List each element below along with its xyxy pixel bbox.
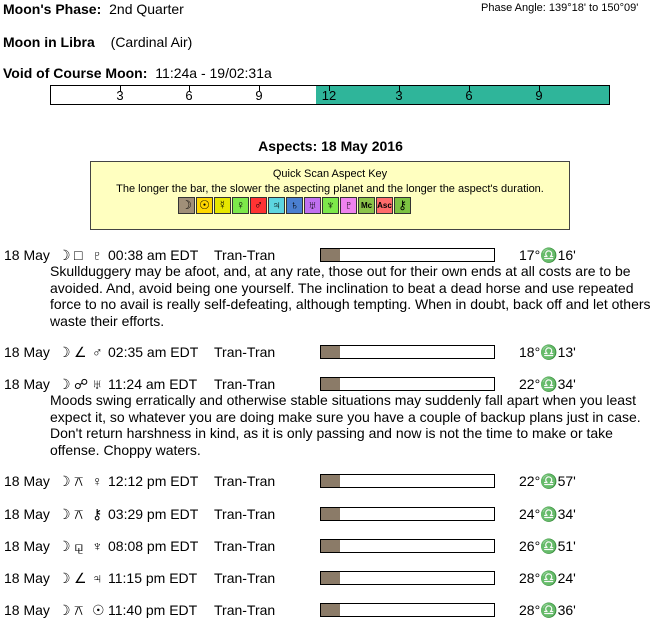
duration-bar-fill — [321, 572, 340, 584]
duration-bar-fill — [321, 475, 340, 487]
duration-bar — [320, 539, 495, 553]
moon-sign — [3, 34, 192, 50]
aspect-row — [4, 602, 654, 620]
aspect-row — [4, 538, 654, 556]
planet-glyph-icon: ♂ — [92, 344, 103, 360]
aspect-date: 18 May — [4, 602, 50, 618]
aspect-time: 00:38 am EDT — [108, 247, 199, 263]
aspect-position: 18°♎13' — [519, 344, 576, 360]
duration-bar-fill — [321, 540, 340, 552]
duration-bar — [320, 507, 495, 521]
moon-phase — [3, 1, 184, 17]
planet-glyph-icon: ♀ — [92, 473, 103, 489]
key-glyph-icon: ⚷ — [394, 197, 411, 214]
planet-glyph-icon: ♇ — [92, 247, 103, 263]
aspect-glyph-icon: ☍ — [74, 376, 89, 392]
aspect-date: 18 May — [4, 538, 50, 554]
aspect-row — [4, 473, 654, 491]
voc-tick-label: 3 — [116, 88, 124, 103]
duration-bar-fill — [321, 346, 340, 358]
aspect-kind: Tran-Tran — [214, 247, 276, 263]
voc-tick-label: 6 — [465, 88, 473, 103]
aspect-position: 17°♎16' — [519, 247, 576, 263]
aspect-glyph-icon: ⚼ — [74, 538, 84, 554]
aspect-kind: Tran-Tran — [214, 506, 276, 522]
aspect-key — [90, 161, 570, 230]
key-glyph-icon: Mc — [358, 197, 375, 214]
aspect-time: 11:24 am EDT — [108, 376, 198, 392]
aspect-time: 08:08 pm EDT — [108, 538, 199, 554]
void-of-course — [3, 65, 272, 81]
aspect-description: Skullduggery may be afoot, and, at any rate, those out for their own ends at all costs are to be avoided. And, avoid being one yourself. The inclination to beat a dead horse and use repeated force to no avail is really self-defeating, although tempting. When in doubt, back off and let others waste their efforts. — [50, 263, 651, 329]
aspect-description: Moods swing erratically and otherwise stable situations may suddenly fall apart when you least expect it, so whatever you are doing make sure you have a couple of backup plans just in case. Don't return harshness in kind, as it is only passing and now is not the time to make or take offense. Choppy waters. — [50, 392, 641, 458]
aspect-time: 02:35 am EDT — [108, 344, 199, 360]
aspect-position: 26°♎51' — [519, 538, 576, 554]
aspect-date: 18 May — [4, 506, 50, 522]
aspect-position: 22°♎57' — [519, 473, 576, 489]
aspect-glyph-icon: ∠ — [74, 570, 87, 586]
aspect-position: 24°♎34' — [519, 506, 576, 522]
key-glyph-icon: Asc — [376, 197, 393, 214]
voc-tick-label: 12 — [321, 88, 337, 103]
key-glyph-icon: ♃ — [268, 197, 285, 214]
duration-bar-fill — [321, 508, 340, 520]
aspect-glyph-icon: ⚻ — [74, 506, 84, 522]
key-glyph-icon: ♇ — [340, 197, 357, 214]
planet-glyph-icon: ♃ — [92, 570, 103, 586]
key-glyph-icon: ♂ — [250, 197, 267, 214]
planet-glyph-icon: ⚷ — [92, 506, 103, 522]
planet-glyph-icon: ♅ — [92, 376, 103, 392]
aspect-key-subtitle: The longer the bar, the slower the aspecting planet and the longer the aspect's duration. — [116, 183, 544, 195]
voc-tick-label: 3 — [395, 88, 403, 103]
voc-timeline-normal — [51, 86, 316, 104]
moon-phase-value: 2nd Quarter — [109, 1, 184, 17]
key-glyph-icon: ♄ — [286, 197, 303, 214]
aspect-kind: Tran-Tran — [214, 344, 276, 360]
aspect-date: 18 May — [4, 570, 50, 586]
key-glyph-icon: ♆ — [322, 197, 339, 214]
aspect-glyph-icon: ⚻ — [74, 602, 84, 618]
moon-glyph-icon: ☽ — [58, 602, 71, 618]
voc-tick-label: 9 — [255, 88, 263, 103]
moon-glyph-icon: ☽ — [58, 247, 71, 263]
aspect-date: 18 May — [4, 473, 50, 489]
aspect-time: 11:15 pm EDT — [108, 570, 198, 586]
phase-angle: Phase Angle: 139°18' to 150°09' — [481, 2, 639, 14]
moon-sign-label: Moon in Libra — [3, 34, 95, 50]
duration-bar — [320, 345, 495, 359]
moon-glyph-icon: ☽ — [58, 538, 71, 554]
aspect-kind: Tran-Tran — [214, 570, 276, 586]
key-glyph-icon: ♅ — [304, 197, 321, 214]
voc-tick-label: 6 — [185, 88, 193, 103]
aspects-title: Aspects: 18 May 2016 — [258, 138, 403, 154]
aspect-row — [4, 570, 654, 588]
voc-tick-label: 9 — [535, 88, 543, 103]
aspect-date: 18 May — [4, 247, 50, 263]
aspect-key-title: Quick Scan Aspect Key — [272, 168, 388, 180]
key-glyph-icon: ☿ — [214, 197, 231, 214]
duration-bar — [320, 571, 495, 585]
aspect-position: 22°♎34' — [519, 376, 576, 392]
moon-sign-element: (Cardinal Air) — [110, 34, 193, 50]
aspect-kind: Tran-Tran — [214, 538, 276, 554]
aspect-position: 28°♎36' — [519, 602, 576, 618]
moon-glyph-icon: ☽ — [58, 344, 71, 360]
aspect-date: 18 May — [4, 344, 50, 360]
voc-timeline-bar — [50, 85, 610, 105]
aspect-kind: Tran-Tran — [214, 376, 276, 392]
key-glyph-icon: ♀ — [232, 197, 249, 214]
voc-label: Void of Course Moon: — [3, 65, 148, 81]
planet-glyph-icon: ♆ — [92, 538, 103, 554]
aspect-glyph-icon: ⚻ — [74, 473, 84, 489]
aspect-kind: Tran-Tran — [214, 473, 276, 489]
moon-glyph-icon: ☽ — [58, 570, 71, 586]
aspect-glyph-icon: □ — [74, 247, 83, 263]
aspect-time: 12:12 pm EDT — [108, 473, 199, 489]
key-glyph-icon: ☉ — [196, 197, 213, 214]
voc-value: 11:24a - 19/02:31a — [155, 65, 272, 81]
moon-glyph-icon: ☽ — [58, 473, 71, 489]
duration-bar-fill — [321, 378, 340, 390]
duration-bar — [320, 603, 495, 617]
aspect-row — [4, 344, 654, 362]
duration-bar — [320, 474, 495, 488]
moon-glyph-icon: ☽ — [58, 506, 71, 522]
aspect-glyph-icon: ∠ — [74, 344, 87, 360]
aspect-key-glyphs — [178, 197, 411, 214]
aspect-time: 11:40 pm EDT — [108, 602, 198, 618]
moon-glyph-icon: ☽ — [58, 376, 71, 392]
moon-phase-label: Moon's Phase: — [3, 1, 102, 17]
voc-timeline-void — [316, 86, 609, 104]
aspect-position: 28°♎24' — [519, 570, 576, 586]
planet-glyph-icon: ☉ — [92, 602, 105, 618]
duration-bar — [320, 248, 495, 262]
key-glyph-icon: ☽ — [178, 197, 195, 214]
duration-bar — [320, 377, 495, 391]
duration-bar-fill — [321, 249, 340, 261]
aspect-date: 18 May — [4, 376, 50, 392]
aspect-time: 03:29 pm EDT — [108, 506, 199, 522]
duration-bar-fill — [321, 604, 340, 616]
aspect-kind: Tran-Tran — [214, 602, 276, 618]
aspect-row — [4, 506, 654, 524]
